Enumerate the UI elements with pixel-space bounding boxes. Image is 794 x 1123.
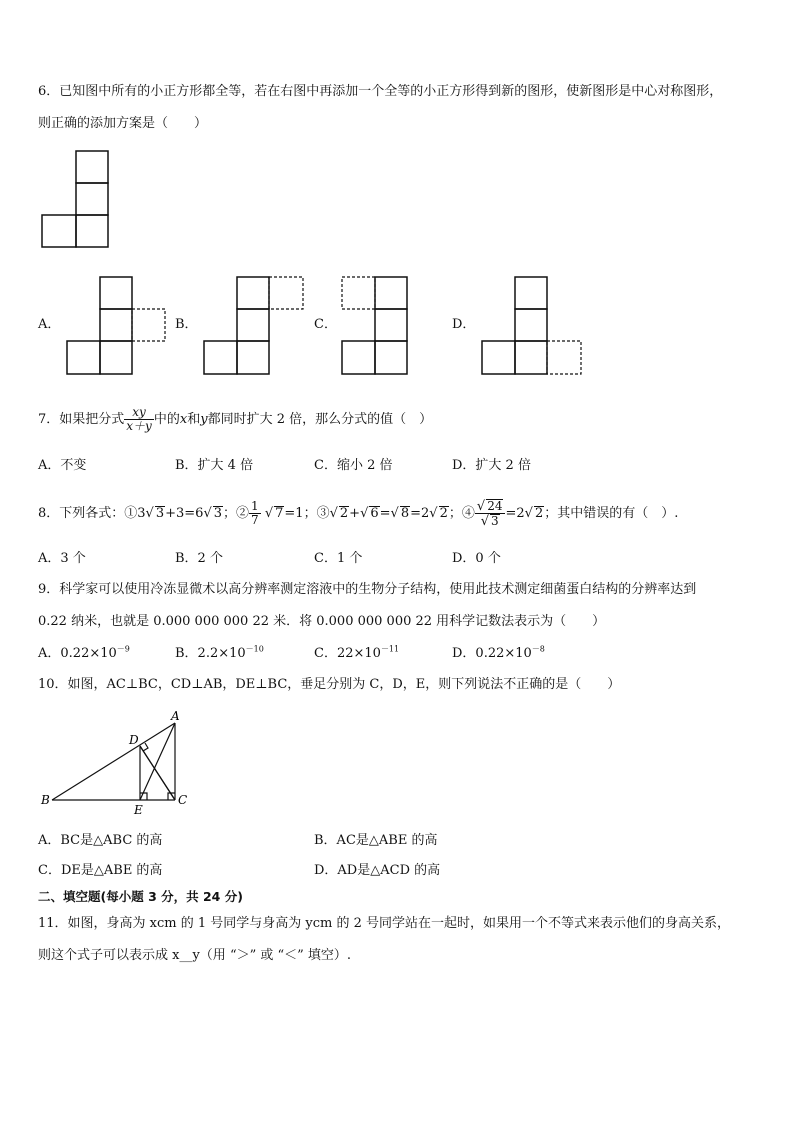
q9-option-a	[38, 646, 130, 662]
q7-var-x: x	[179, 412, 188, 427]
q10-label-e: E	[134, 803, 143, 817]
q8-option-d: D．0 个	[452, 551, 501, 566]
q10-option-b-seg: B．AC	[314, 833, 356, 848]
section2-title: 二、填空题(每小题 3 分，共 24 分)	[38, 889, 243, 904]
q8-part7: ；④	[448, 506, 475, 521]
q9-option-c	[314, 646, 399, 662]
q8-sqrt-2b: 2	[439, 506, 448, 521]
q9-option-d-base: D．0.22×10	[452, 646, 532, 661]
q11-text-line2: 则这个式子可以表示成 x__y（用 “＞” 或 “＜” 填空）.	[38, 948, 352, 963]
q8-part2: ；②	[223, 506, 250, 521]
q10-label-d: D	[129, 733, 139, 747]
q6-option-d-label: D．	[452, 317, 476, 332]
q7-option-b: B．扩大 4 倍	[175, 458, 254, 473]
q8-sqrt-3b: 3	[213, 506, 223, 521]
q10-option-a-rest: 是△ABC 的高	[80, 833, 163, 848]
q8-line: 8．下列各式：①3√ 3+3=6√ 3；② $\frac{1}{7}$ √ 7=1；③√ 2+√ 6=√ 8=2√ 2；④ $\frac{√ 24}{√ 3}$ =2√ 2；其中错误的有（ ）.	[38, 499, 679, 529]
q8-option-b: B．2 个	[175, 551, 223, 566]
q8-frac2-den: 3	[491, 514, 499, 528]
q9-option-d-exp: －8	[531, 644, 545, 654]
q9-text-line2: 0.22 纳米，也就是 0.000 000 000 22 米．将 0.000 000 000 22 用科学记数法表示为（ ）	[38, 614, 606, 629]
q10-option-d-seg: D．AD	[314, 863, 358, 878]
q6-option-a-figure	[66, 276, 170, 376]
q8-option-a: A．3 个	[38, 551, 86, 566]
q6-option-c-label: C．	[314, 317, 337, 332]
q8-sqrt-7: 7	[275, 506, 284, 521]
q6-option-b-label: B．	[175, 317, 198, 332]
q9-option-c-exp: －11	[380, 644, 400, 654]
q8-sqrt-8: 8	[400, 506, 410, 521]
q9-option-a-base: A．0.22×10	[38, 646, 117, 661]
q8-prefix: 8．下列各式：①3	[38, 506, 146, 521]
q9-option-a-exp: －9	[116, 644, 130, 654]
q10-label-b: B	[41, 793, 50, 807]
q9-option-d	[452, 646, 545, 662]
q6-text-line2: 则正确的添加方案是（ ）	[38, 116, 208, 131]
q7-prefix: 7．如果把分式	[38, 412, 125, 427]
q6-option-b-figure	[203, 276, 307, 376]
q10-label-c: C	[178, 793, 188, 807]
q8-fraction-sqrt24-sqrt3: $\frac{√ 24}{√ 3}$	[475, 499, 506, 528]
q7-var-y: y	[200, 412, 208, 427]
q9-text-line1: 9．科学家可以使用冷冻显微术以高分辨率测定溶液中的生物分子结构，使用此技术测定细菌蛋白结构的分辨率达到	[38, 582, 697, 597]
q10-option-b	[314, 833, 437, 849]
q8-part8: =2	[505, 506, 525, 521]
q8-suffix: ；其中错误的有（ ）.	[544, 506, 679, 521]
q8-sqrt-2c: 2	[534, 506, 544, 521]
q8-part4: +	[349, 506, 361, 521]
q8-frac1-num: 1	[251, 499, 259, 513]
q10-option-c-seg: C．DE	[38, 863, 81, 878]
q7-frac-denominator: x＋y	[126, 419, 152, 433]
q7-frac-numerator: xy	[124, 406, 154, 420]
q10-option-d-rest: 是△ACD 的高	[357, 863, 441, 878]
q6-text-line1: 6．已知图中所有的小正方形都全等，若在右图中再添加一个全等的小正方形得到新的图形，使新图形是中心对称图形，	[38, 84, 723, 99]
q9-option-c-base: C．22×10	[314, 646, 381, 661]
q8-frac2-num: 24	[487, 499, 503, 513]
q7-mid2: 和	[187, 412, 201, 427]
q7-suffix: 都同时扩大 2 倍，那么分式的值（ ）	[207, 412, 433, 427]
q8-sqrt-6: 6	[370, 506, 379, 521]
q6-option-a-label: A．	[38, 317, 61, 332]
q8-frac1-den: 7	[251, 513, 259, 527]
q7-option-d: D．扩大 2 倍	[452, 458, 531, 473]
q9-option-b-exp: －10	[245, 644, 264, 654]
q10-option-c	[38, 863, 162, 879]
q8-part3: =1；③	[284, 506, 330, 521]
q8-sqrt-2a: 2	[339, 506, 349, 521]
q8-fraction-1-7	[249, 500, 261, 527]
q7-line	[38, 400, 432, 440]
q6-original-figure	[40, 150, 110, 250]
q8-part1: +3=6	[165, 506, 204, 521]
q10-option-c-rest: 是△ABE 的高	[80, 863, 163, 878]
q11-text-line1: 11．如图，身高为 xcm 的 1 号同学与身高为 ycm 的 2 号同学站在一起时，如果用一个不等式来表示他们的身高关系，	[38, 916, 731, 931]
q8-option-c: C．1 个	[314, 551, 363, 566]
q10-option-d	[314, 863, 440, 879]
q8-part5: =	[379, 506, 391, 521]
q6-option-c-figure	[341, 276, 445, 376]
q8-part6: =2	[410, 506, 430, 521]
q7-option-a: A．不变	[38, 458, 87, 473]
q8-sqrt-3a: 3	[155, 506, 165, 521]
q9-option-b	[175, 646, 264, 662]
q10-option-a	[38, 833, 162, 849]
q7-mid1: 中的	[153, 412, 180, 427]
q10-triangle-figure	[38, 708, 198, 818]
q6-option-d-figure	[481, 276, 585, 376]
q7-fraction	[124, 406, 154, 433]
q10-text-line1: 10．如图，AC⊥BC，CD⊥AB，DE⊥BC，垂足分别为 C，D，E，则下列说法不正确的是（ ）	[38, 677, 621, 692]
q10-option-b-rest: 是△ABE 的高	[355, 833, 438, 848]
q10-option-a-seg: A．BC	[38, 833, 81, 848]
q10-label-a: A	[171, 709, 180, 723]
q9-option-b-base: B．2.2×10	[175, 646, 246, 661]
q7-option-c: C．缩小 2 倍	[314, 458, 393, 473]
